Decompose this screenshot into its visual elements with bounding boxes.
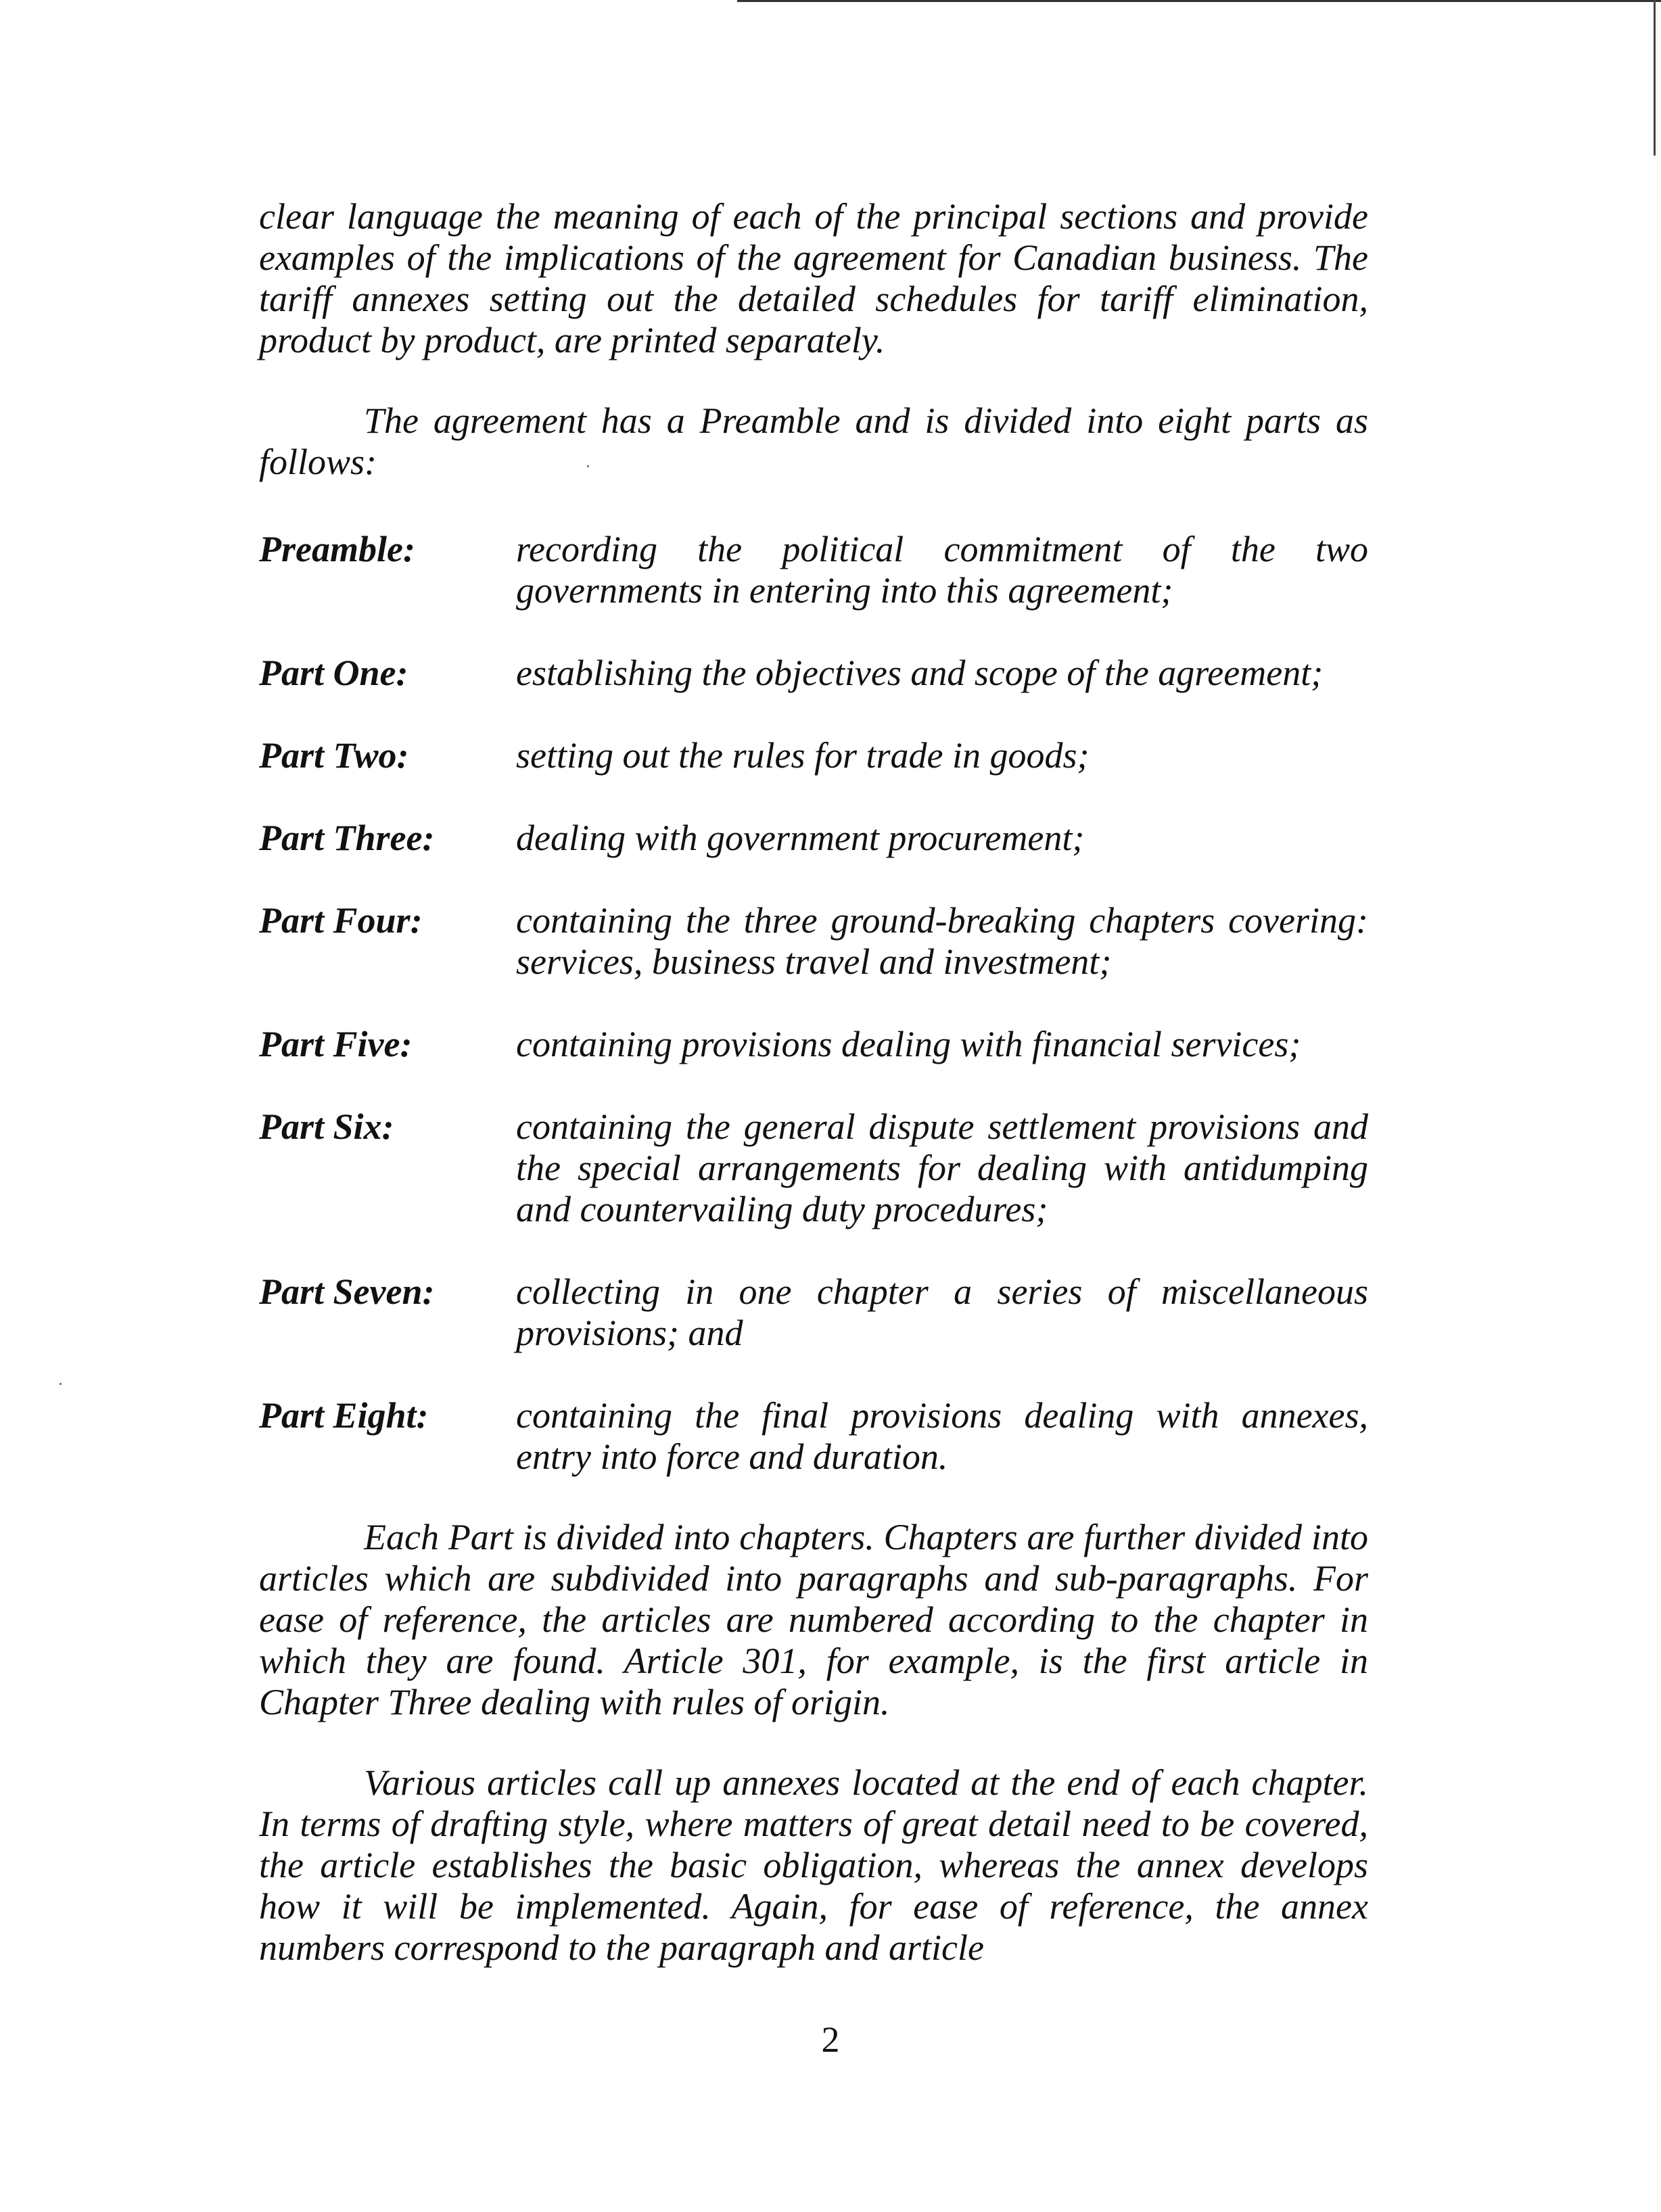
- part-description: recording the political commitment of the two governments in entering into this agreement;: [516, 529, 1368, 611]
- part-label: Part Four:: [259, 900, 423, 941]
- part-label: Part Three:: [259, 818, 435, 858]
- part-description: containing the general dispute settlement provisions and the special arrangements for dealing with antidumping and countervailing duty procedures;: [516, 1106, 1368, 1229]
- part-label: Part Eight:: [259, 1395, 429, 1436]
- part-label: Part Seven:: [259, 1271, 435, 1312]
- part-description: establishing the objectives and scope of the agreement;: [516, 653, 1324, 693]
- document-body: [259, 196, 1368, 1969]
- scan-edge-right: [1654, 0, 1656, 156]
- part-entry-preamble: [259, 529, 1368, 611]
- parts-list: [259, 529, 1368, 1478]
- part-entry-six: [259, 1106, 1368, 1230]
- structure-intro-paragraph: The agreement has a Preamble and is divided into eight parts as follows:: [259, 400, 1368, 482]
- part-label: Part Two:: [259, 735, 409, 776]
- part-entry-one: [259, 653, 1368, 694]
- chapters-paragraph: Each Part is divided into chapters. Chapters are further divided into articles which are subdivided into paragraphs and sub-paragraphs. For ease of reference, the articles are numbered according to the chapter in which they are found. Article 301, for example, is the first article in Chapter Three dealing with rules of origin.: [259, 1517, 1368, 1722]
- annexes-paragraph: Various articles call up annexes located at the end of each chapter. In terms of drafting style, where matters of great detail need to be covered, the article establishes the basic obligation, whereas the annex develops how it will be implemented. Again, for ease of reference, the annex numbers correspond to the paragraph and article: [259, 1762, 1368, 1968]
- part-label: Part One:: [259, 653, 408, 693]
- page-number: 2: [821, 2019, 840, 2060]
- part-entry-two: [259, 735, 1368, 776]
- part-description: dealing with government procurement;: [516, 818, 1085, 858]
- part-entry-four: [259, 900, 1368, 983]
- part-label: Preamble:: [259, 529, 415, 569]
- part-description: setting out the rules for trade in goods;: [516, 735, 1090, 776]
- scan-speck: [60, 1383, 62, 1385]
- part-description: containing provisions dealing with financial services;: [516, 1024, 1301, 1064]
- part-label: Part Five:: [259, 1024, 413, 1064]
- part-description: containing the three ground-breaking chapters covering: services, business travel and investment;: [516, 900, 1368, 982]
- scan-edge-top: [737, 0, 1661, 2]
- part-description: collecting in one chapter a series of miscellaneous provisions; and: [516, 1271, 1368, 1353]
- part-entry-seven: [259, 1271, 1368, 1354]
- part-description: containing the final provisions dealing with annexes, entry into force and duration.: [516, 1395, 1368, 1477]
- part-label: Part Six:: [259, 1106, 394, 1147]
- intro-paragraph: clear language the meaning of each of the principal sections and provide examples of the implications of the agreement for Canadian business. The tariff annexes setting out the detailed schedules for tariff elimination, product by product, are printed separately.: [259, 196, 1368, 360]
- part-entry-eight: [259, 1395, 1368, 1478]
- part-entry-three: [259, 818, 1368, 859]
- part-entry-five: [259, 1024, 1368, 1065]
